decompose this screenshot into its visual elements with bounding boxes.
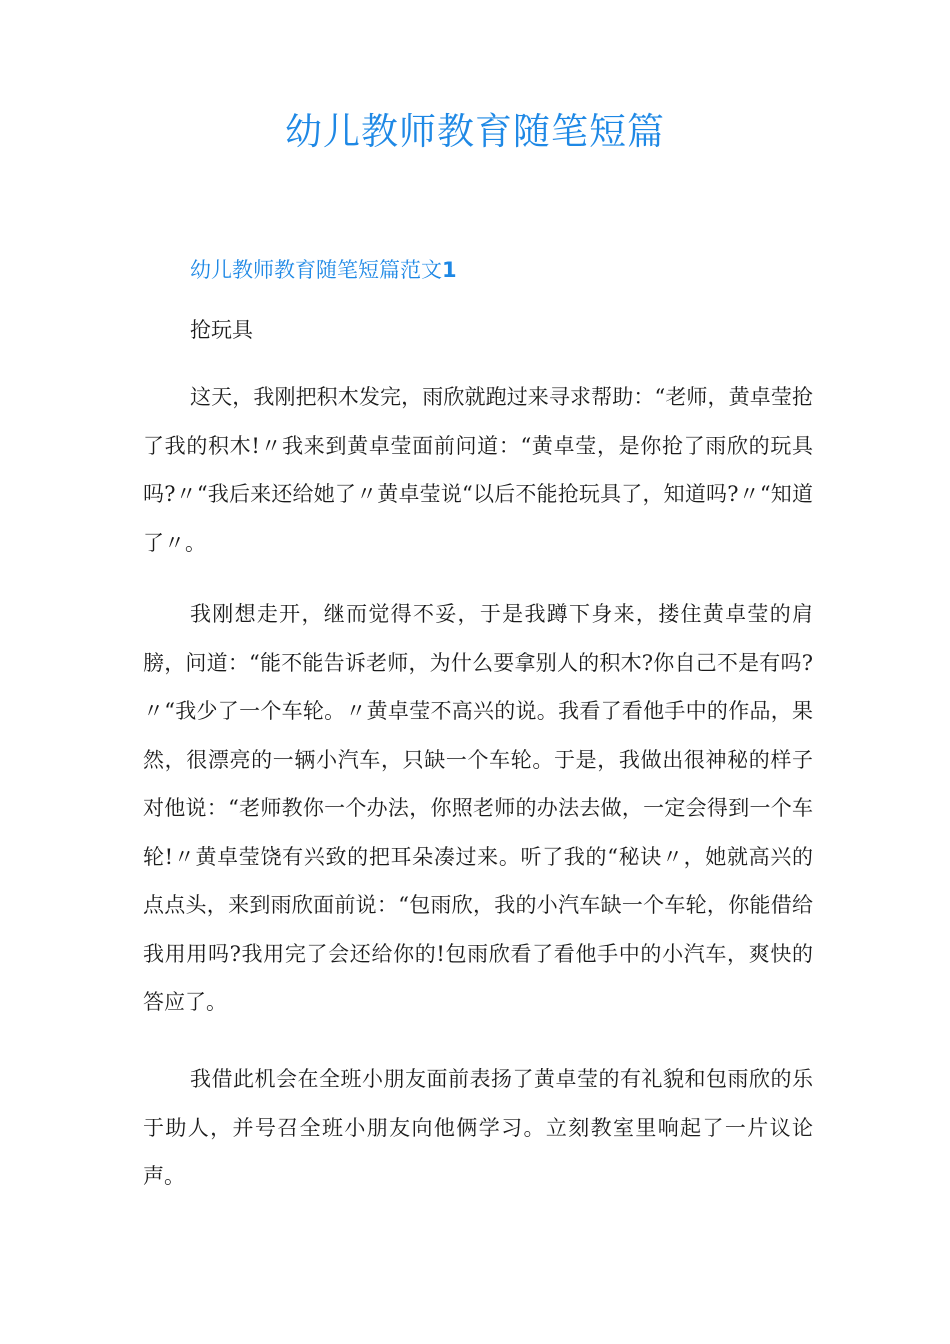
section-heading-text: 幼儿教师教育随笔短篇范文 [190, 258, 442, 282]
document-title: 幼儿教师教育随笔短篇 [285, 110, 665, 153]
section-heading-number: 1 [442, 258, 457, 282]
body-paragraph-3: 我借此机会在全班小朋友面前表扬了黄卓莹的有礼貌和包雨欣的乐于助人，并号召全班小朋友向他俩学习。立刻教室里响起了一片议论声。 [143, 1067, 813, 1188]
story-title: 抢玩具 [190, 318, 253, 342]
body-paragraph-1: 这天，我刚把积木发完，雨欣就跑过来寻求帮助：“老师，黄卓莹抢了我的积木!〃我来到黄卓莹面前问道：“黄卓莹，是你抢了雨欣的玩具吗?〃“我后来还给她了〃黄卓莹说“以后不能抢玩具了，知道吗?〃“知道了〃。 [143, 385, 813, 555]
body-paragraph-2: 我刚想走开，继而觉得不妥，于是我蹲下身来，搂住黄卓莹的肩膀，问道：“能不能告诉老师，为什么要拿别人的积木?你自己不是有吗?〃“我少了一个车轮。〃黄卓莹不高兴的说。我看了看他手中的作品，果然，很漂亮的一辆小汽车，只缺一个车轮。于是，我做出很神秘的样子对他说：“老师教你一个办法，你照老师的办法去做，一定会得到一个车轮!〃黄卓莹饶有兴致的把耳朵凑过来。听了我的“秘诀〃，她就高兴的点点头，来到雨欣面前说：“包雨欣，我的小汽车缺一个车轮，你能借给我用用吗?我用完了会还给你的!包雨欣看了看他手中的小汽车，爽快的答应了。 [143, 602, 813, 1014]
section-heading [190, 252, 457, 288]
